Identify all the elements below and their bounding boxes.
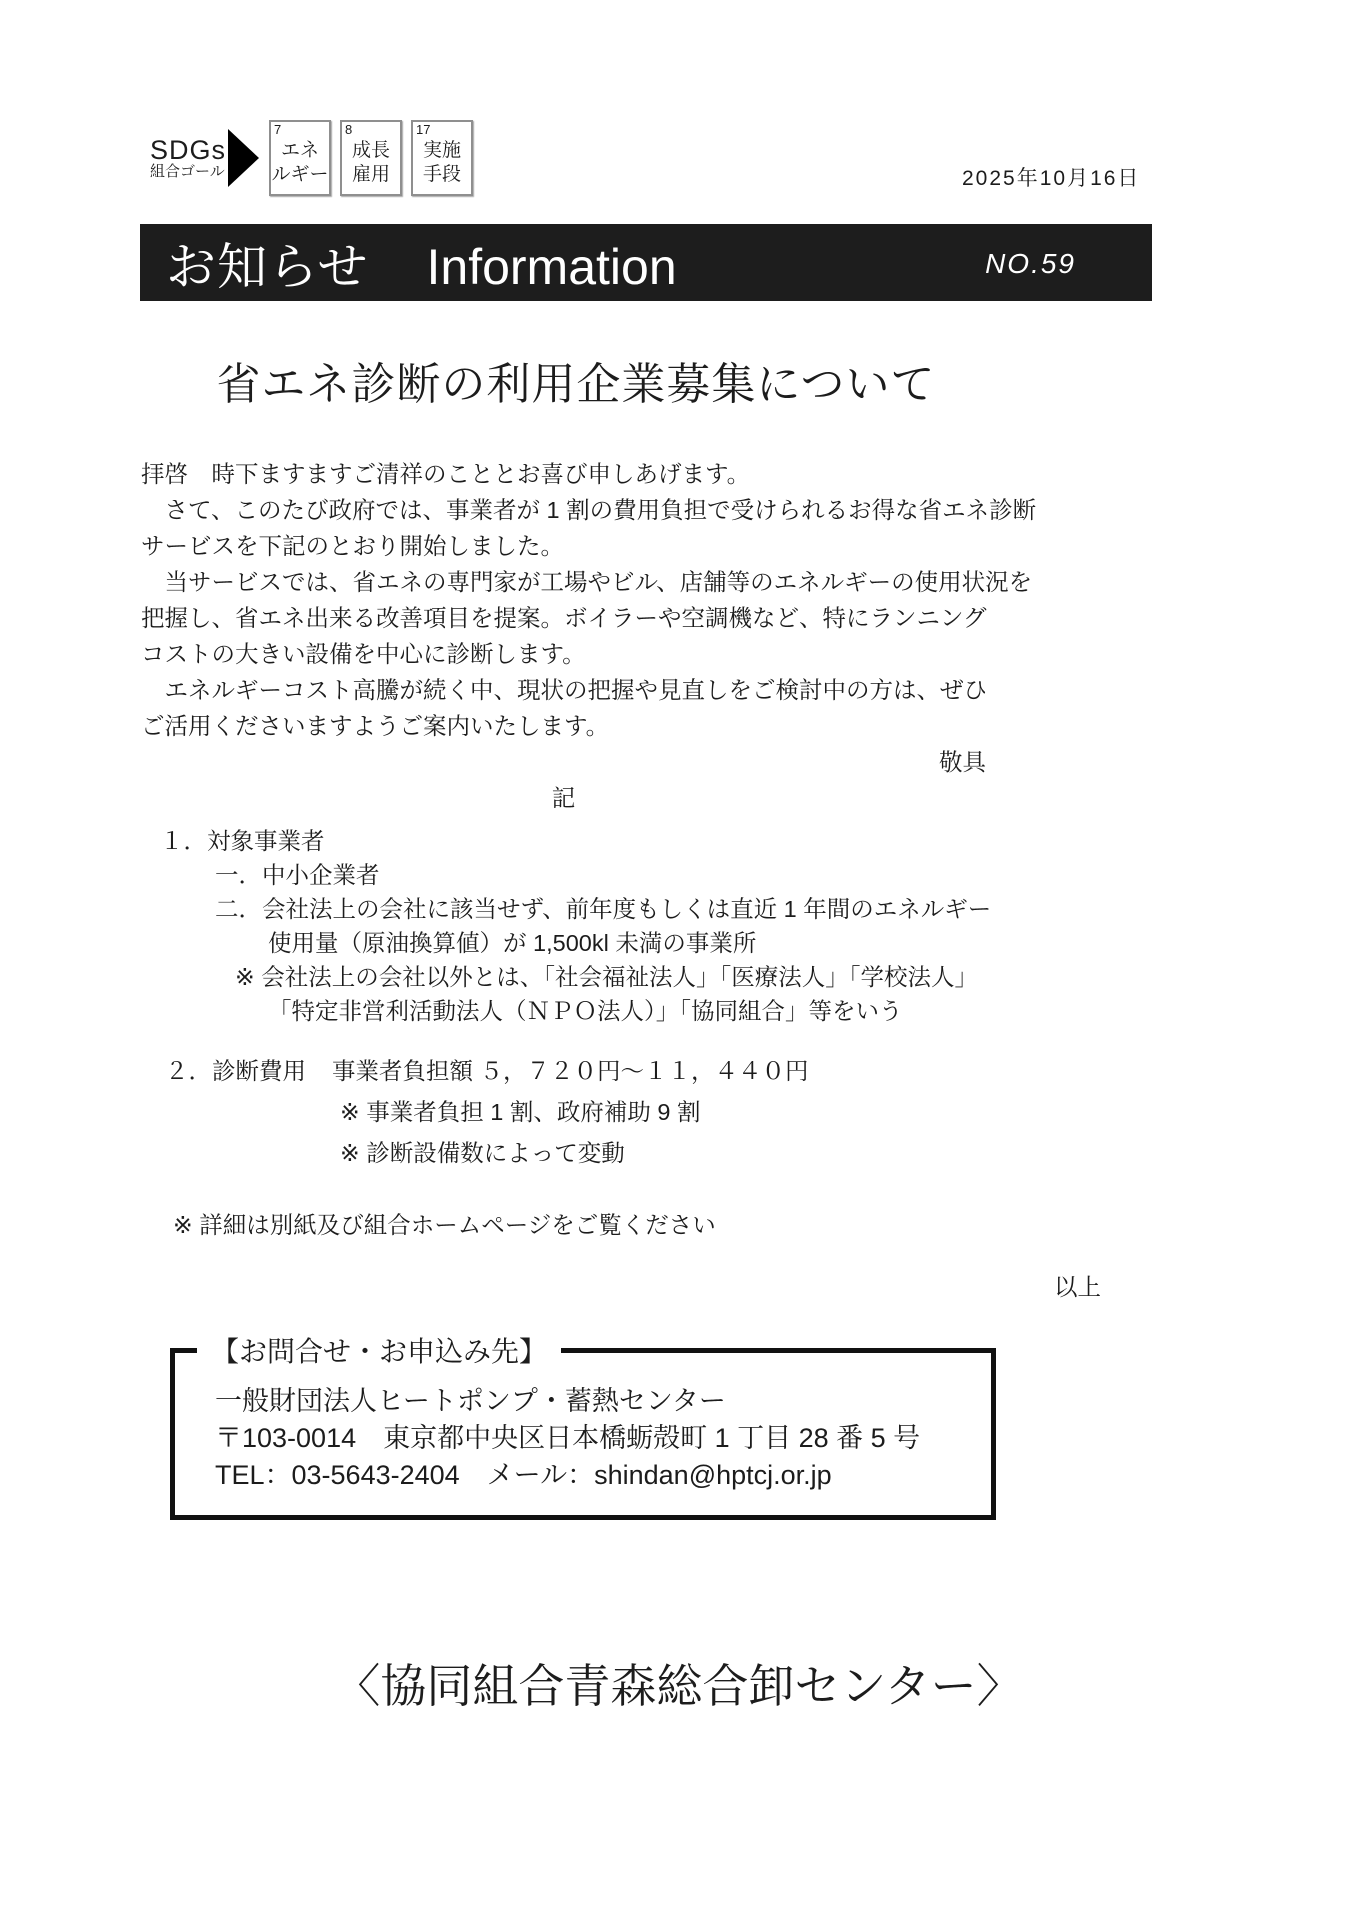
sdgs-goals-strip	[150, 120, 473, 196]
section1-note-line2: 「特定非営利活動法人（ＮＰＯ法人）」「協同組合」等をいう	[268, 998, 903, 1024]
issue-date: 2025年10月16日	[962, 167, 1141, 190]
contact-box-content	[175, 1353, 991, 1494]
body-line: コストの大きい設備を中心に診断します。	[141, 641, 586, 667]
sdgs-goal-8-label-line2: 雇用	[352, 163, 391, 185]
arrow-right-icon	[228, 129, 259, 187]
sdgs-goal-7-label-line1: エネ	[281, 140, 320, 161]
sdgs-goal-8	[340, 120, 402, 196]
body-line: ご活用くださいますようご案内いたします。	[141, 713, 610, 739]
sdgs-goal-17-label	[413, 139, 471, 187]
section2-note2: ※ 診断設備数によって変動	[340, 1140, 625, 1166]
footer-organization: 〈協同組合青森総合卸センター〉	[334, 1660, 1023, 1712]
sdgs-goal-7-label-line2: ルギー	[271, 163, 329, 185]
letter-closing: 敬具	[939, 749, 986, 775]
contact-tel-mail: TEL：03-5643-2404 メール：shindan@hptcj.or.jp	[215, 1460, 832, 1490]
body-line: 当サービスでは、省エネの専門家が工場やビル、店舗等のエネルギーの使用状況を	[141, 569, 1033, 595]
issue-number: NO.59	[985, 248, 1076, 279]
sdgs-goal-17-number: 17	[416, 122, 431, 137]
body-line: 拝啓 時下ますますご清祥のこととお喜び申しあげます。	[141, 461, 751, 487]
header-title-jp: お知らせ	[166, 238, 369, 295]
detail-note: ※ 詳細は別紙及び組合ホームページをご覧ください	[173, 1212, 716, 1238]
contact-address: 〒103-0014 東京都中央区日本橋蛎殻町 1 丁目 28 番 5 号	[215, 1423, 921, 1453]
sdgs-goal-7-number: 7	[274, 122, 282, 137]
sdgs-goal-8-label-line1: 成長	[352, 140, 391, 161]
header-bar	[140, 224, 1152, 301]
section2-cost: 事業者負担額 ５，７２０円～１１，４４０円	[332, 1058, 809, 1084]
section1-note-line1: ※ 会社法上の会社以外とは、「社会福祉法人」「医療法人」「学校法人」	[235, 964, 978, 990]
body-line: さて、このたび政府では、事業者が 1 割の費用負担で受けられるお得な省エネ診断	[141, 497, 1037, 523]
section2-note1: ※ 事業者負担 1 割、政府補助 9 割	[340, 1099, 701, 1125]
section1-item2-line1: 二．会社法上の会社に該当せず、前年度もしくは直近 1 年間のエネルギー	[215, 896, 992, 922]
section1-heading: １．対象事業者	[160, 828, 325, 854]
sdgs-label-line1: SDGs	[150, 134, 227, 165]
sdgs-goal-17	[411, 120, 473, 196]
sdgs-goal-7-label	[271, 139, 329, 187]
section2-heading: ２．診断費用	[165, 1058, 306, 1084]
contact-box-title: 【お問合せ・お申込み先】	[197, 1330, 561, 1370]
sdgs-goal-8-label	[342, 139, 400, 187]
section-target-businesses	[160, 824, 991, 1028]
body-line: サービスを下記のとおり開始しました。	[141, 533, 564, 559]
body-line: エネルギーコスト高騰が続く中、現状の把握や見直しをご検討中の方は、ぜひ	[141, 677, 987, 703]
document-title: 省エネ診断の利用企業募集について	[216, 360, 936, 409]
header-title	[166, 227, 677, 299]
sdgs-goal-17-label-line2: 手段	[423, 163, 462, 185]
record-marker: 記	[551, 785, 576, 811]
section1-item1: 一．中小企業者	[215, 862, 380, 888]
sdgs-goal-boxes	[269, 120, 473, 196]
sdgs-label-line2: 組合ゴール	[150, 163, 225, 181]
section1-item2-line2: 使用量（原油換算値）が 1,500kl 未満の事業所	[268, 930, 757, 956]
contact-box	[170, 1336, 996, 1520]
sdgs-goal-8-number: 8	[345, 122, 353, 137]
section-diagnosis-cost	[165, 1051, 809, 1174]
sdgs-goal-17-label-line1: 実施	[423, 140, 462, 161]
contact-organization: 一般財団法人ヒートポンプ・蓄熱センター	[215, 1386, 726, 1416]
sdgs-label	[150, 136, 226, 180]
body-text	[141, 456, 1037, 816]
end-marker: 以上	[1054, 1274, 1101, 1300]
sdgs-goal-7	[269, 120, 331, 196]
body-line: 把握し、省エネ出来る改善項目を提案。ボイラーや空調機など、特にランニング	[141, 605, 987, 631]
section2-heading-row	[165, 1051, 809, 1092]
header-title-en: Information	[426, 238, 677, 295]
